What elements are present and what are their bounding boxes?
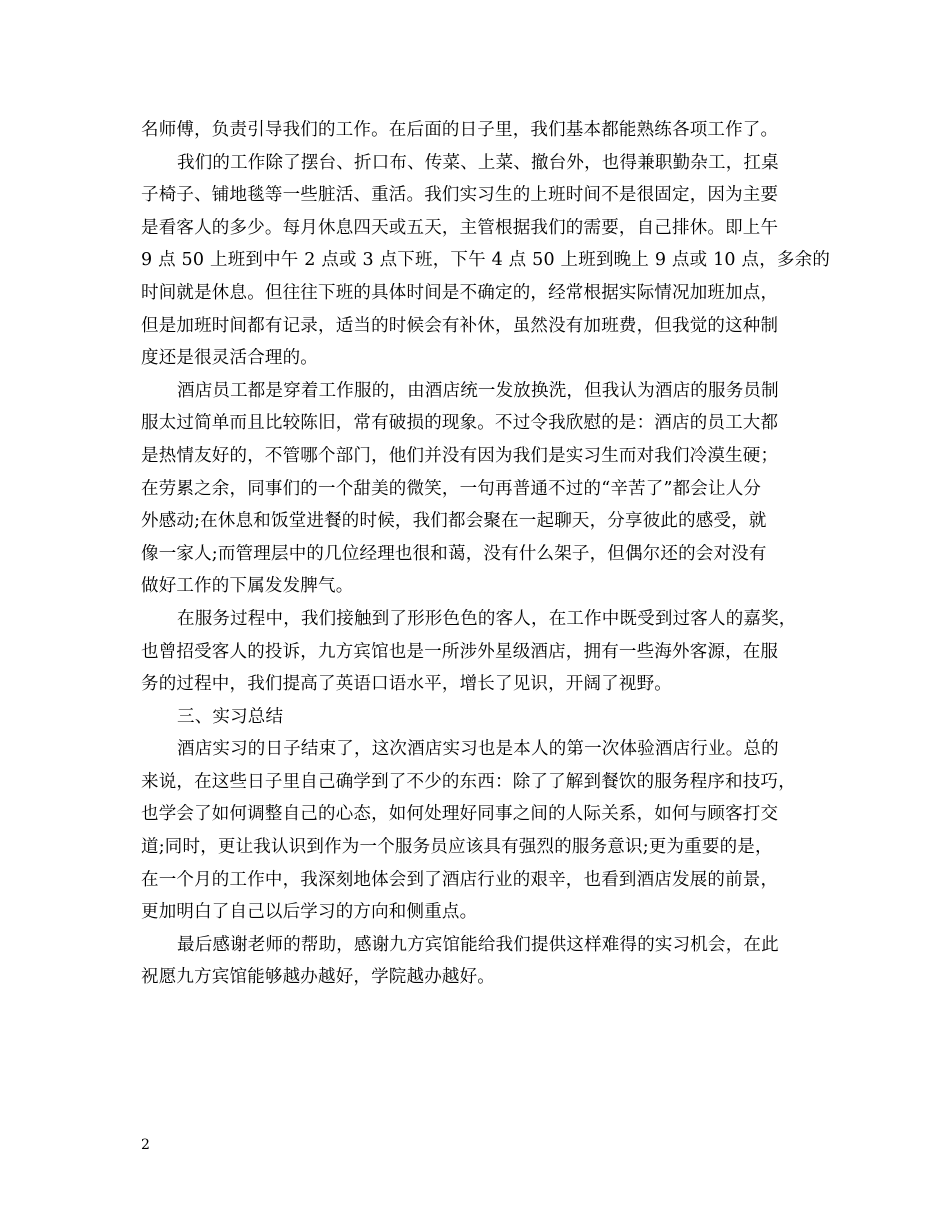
text-line: 务的过程中，我们提高了英语口语水平，增长了见识，开阔了视野。 <box>141 674 672 695</box>
text-line: 酒店员工都是穿着工作服的，由酒店统一发放换洗，但我认为酒店的服务员制 <box>177 380 779 401</box>
text-line: 在服务过程中，我们接触到了形形色色的客人，在工作中既受到过客人的嘉奖， <box>177 608 797 629</box>
text-line: 度还是很灵活合理的。 <box>141 348 318 369</box>
body-text <box>141 114 831 994</box>
text-line: 但是加班时间都有记录，适当的时候会有补休，虽然没有加班费，但我觉的这种制 <box>141 315 779 336</box>
text-line: 是热情友好的，不管哪个部门，他们并没有因为我们是实习生而对我们冷漠生硬； <box>141 445 779 466</box>
text-line: 9 点 50 上班到中午 2 点或 3 点下班，下午 4 点 50 上班到晚上 9 点或 10 点，多余的 <box>141 250 831 271</box>
text-line: 也曾招受客人的投诉，九方宾馆也是一所涉外星级酒店，拥有一些海外客源，在服 <box>141 641 779 662</box>
text-line: 做好工作的下属发发脾气。 <box>141 576 354 597</box>
text-line: 在劳累之余，同事们的一个甜美的微笑，一句再普通不过的“辛苦了”都会让人分 <box>141 478 762 499</box>
text-line: 来说，在这些日子里自己确学到了不少的东西：除了了解到餐饮的服务程序和技巧， <box>141 771 796 792</box>
text-line: 酒店实习的日子结束了，这次酒店实习也是本人的第一次体验酒店行业。总的 <box>177 739 779 760</box>
text-line: 在一个月的工作中，我深刻地体会到了酒店行业的艰辛，也看到酒店发展的前景， <box>141 869 779 890</box>
text-line: 时间就是休息。但往往下班的具体时间是不确定的，经常根据实际情况加班加点， <box>141 282 779 303</box>
text-line: 名师傅，负责引导我们的工作。在后面的日子里，我们基本都能熟练各项工作了。 <box>141 120 779 140</box>
text-line: 外感动;在休息和饭堂进餐的时候，我们都会聚在一起聊天，分享彼此的感受，就 <box>141 511 767 532</box>
text-line: 三、实习总结 <box>177 706 284 727</box>
text-line: 像一家人;而管理层中的几位经理也很和蔼，没有什么架子，但偶尔还的会对没有 <box>141 543 767 564</box>
text-line: 服太过简单而且比较陈旧，常有破损的现象。不过令我欣慰的是：酒店的员工大都 <box>141 413 779 434</box>
text-line: 我们的工作除了摆台、折口布、传菜、上菜、撤台外，也得兼职勤杂工，扛桌 <box>177 152 779 173</box>
text-line: 也学会了如何调整自己的心态，如何处理好同事之间的人际关系，如何与顾客打交 <box>141 804 779 825</box>
text-line: 道;同时，更让我认识到作为一个服务员应该具有强烈的服务意识;更为重要的是， <box>141 837 773 858</box>
text-line: 子椅子、铺地毯等一些脏活、重活。我们实习生的上班时间不是很固定，因为主要 <box>141 185 779 206</box>
text-line: 是看客人的多少。每月休息四天或五天，主管根据我们的需要，自己排休。即上午 <box>141 217 779 238</box>
text-line: 更加明白了自己以后学习的方向和侧重点。 <box>141 902 478 923</box>
text-line: 祝愿九方宾馆能够越办越好，学院越办越好。 <box>141 967 495 988</box>
page-number: 2 <box>141 1137 150 1153</box>
text-line: 最后感谢老师的帮助，感谢九方宾馆能给我们提供这样难得的实习机会，在此 <box>177 934 779 955</box>
